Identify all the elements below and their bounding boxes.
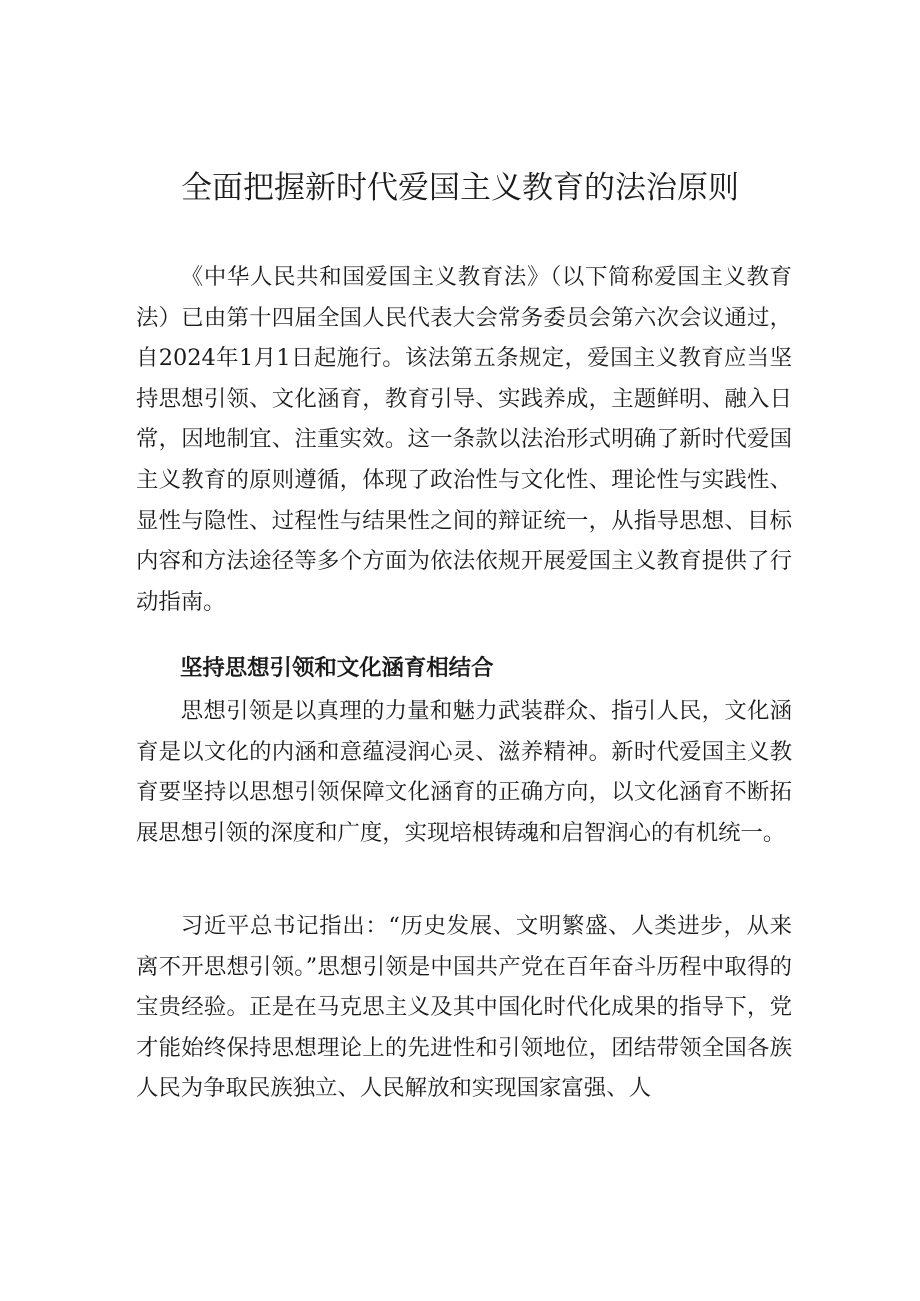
body-paragraph: 习近平总书记指出：“历史发展、文明繁盛、人类进步，从来离不开思想引领。”思想引领是中国共产党在百年奋斗历程中取得的宝贵经验。正是在马克思主义及其中国化时代化成果的指导下，党才能始终保持思想理论上的先进性和引领地位，团结带领全国各族人民为争取民族独立、人民解放和实现国家富强、人: [136, 913, 792, 1102]
body-paragraph: 思想引领是以真理的力量和魅力武装群众、指引人民，文化涵育是以文化的内涵和意蕴浸润心灵、滋养精神。新时代爱国主义教育要坚持以思想引领保障文化涵育的正确方向，以文化涵育不断拓展思想引领的深度和广度，实现培根铸魂和启智润心的有机统一。: [136, 698, 792, 846]
section-heading: 坚持思想引领和文化涵育相结合: [180, 655, 494, 681]
document-title: 全面把握新时代爱国主义教育的法治原则: [181, 170, 739, 206]
intro-paragraph: 《中华人民共和国爱国主义教育法》（以下简称爱国主义教育法）已由第十四届全国人民代表大会常务委员会第六次会议通过，自2024年1月1日起施行。该法第五条规定，爱国主义教育应当坚持思想引领、文化涵育，教育引导、实践养成，主题鲜明、融入日常，因地制宜、注重实效。这一条款以法治形式明确了新时代爱国主义教育的原则遵循，体现了政治性与文化性、理论性与实践性、显性与隐性、过程性与结果性之间的辩证统一，从指导思想、目标内容和方法途径等多个方面为依法依规开展爱国主义教育提供了行动指南。: [136, 264, 792, 615]
